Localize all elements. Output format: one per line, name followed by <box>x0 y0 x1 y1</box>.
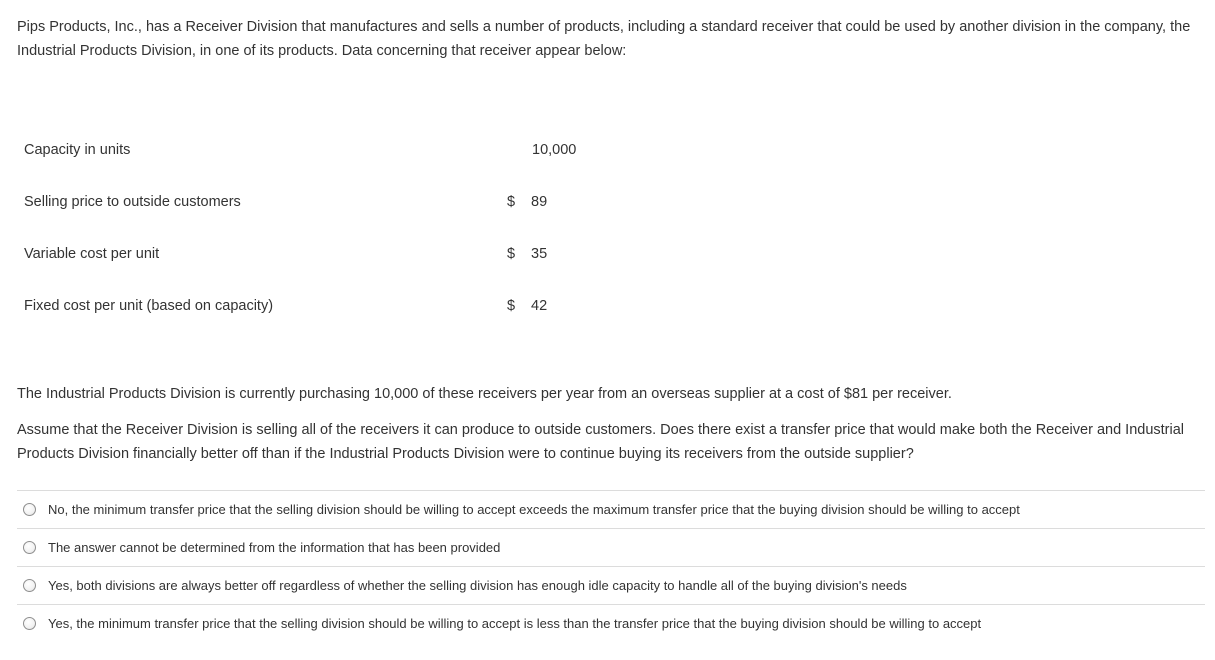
question-paragraph-supplier: The Industrial Products Division is currently purchasing 10,000 of these receivers per year from an overseas supplier at a cost of $81 per receiver. <box>17 386 952 402</box>
table-row-capacity <box>24 130 624 182</box>
currency-symbol: $ <box>507 246 516 262</box>
row-label: Capacity in units <box>24 142 131 158</box>
row-label: Variable cost per unit <box>24 246 160 262</box>
receiver-data-table <box>24 130 624 338</box>
table-row-selling-price <box>24 182 624 234</box>
answer-option-label[interactable]: No, the minimum transfer price that the selling division should be willing to accept exceeds the maximum transfer price that the buying division should be willing to accept <box>48 502 1020 517</box>
answer-option[interactable] <box>17 567 1205 605</box>
currency-symbol: $ <box>507 298 516 314</box>
row-label: Fixed cost per unit (based on capacity) <box>24 298 274 314</box>
row-value: 10,000 <box>532 142 577 158</box>
radio-button[interactable] <box>23 617 36 630</box>
currency-symbol: $ <box>507 194 516 210</box>
question-paragraph-prompt: Assume that the Receiver Division is selling all of the receivers it can produce to outside customers. Does there exist a transfer price that would make both the Receiver and Industrial Products Division financially better off than if the Industrial Products Division were to continue buying its receivers from the outside supplier? <box>17 422 1185 462</box>
row-value: 35 <box>531 246 548 262</box>
answer-option-label[interactable]: The answer cannot be determined from the information that has been provided <box>48 540 501 555</box>
radio-button[interactable] <box>23 503 36 516</box>
answer-option[interactable] <box>17 529 1205 567</box>
radio-button[interactable] <box>23 579 36 592</box>
table-row-fixed-cost <box>24 286 624 338</box>
answer-options <box>17 490 1205 642</box>
table-row-variable-cost <box>24 234 624 286</box>
answer-option[interactable] <box>17 605 1205 642</box>
question-intro: Pips Products, Inc., has a Receiver Division that manufactures and sells a number of products, including a standard receiver that could be used by another division in the company, the Industrial Products Division, in one of its products. Data concerning that receiver appear below: <box>17 19 1191 59</box>
row-value: 89 <box>531 194 548 210</box>
row-value: 42 <box>531 298 548 314</box>
answer-option-label[interactable]: Yes, the minimum transfer price that the selling division should be willing to accept is less than the transfer price that the buying division should be willing to accept <box>48 616 982 631</box>
answer-option-label[interactable]: Yes, both divisions are always better off regardless of whether the selling division has enough idle capacity to handle all of the buying division's needs <box>48 578 907 593</box>
row-label: Selling price to outside customers <box>24 194 241 210</box>
radio-button[interactable] <box>23 541 36 554</box>
answer-option[interactable] <box>17 491 1205 529</box>
